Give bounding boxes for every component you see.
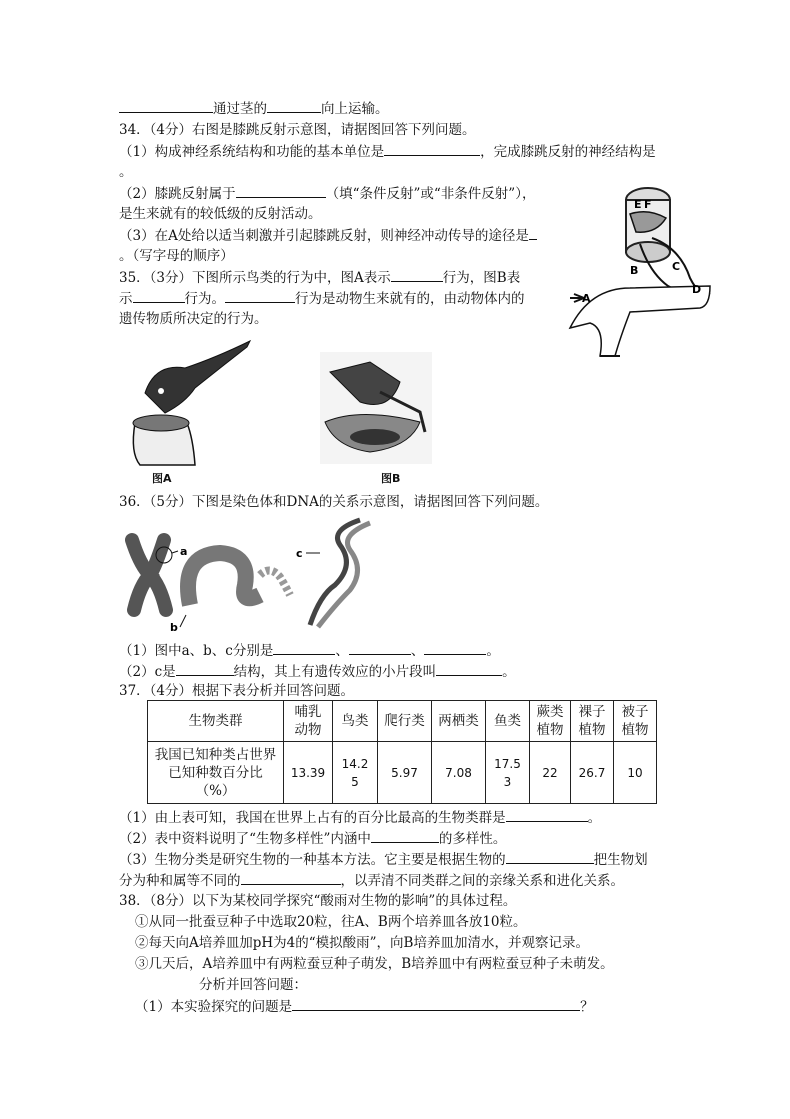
fig34-label-a: A	[582, 292, 591, 305]
q34-l3a-text: （3）在A处给以适当刺激并引起膝跳反射，则神经冲动传导的途径是	[119, 228, 529, 244]
q36-l1-end: 。	[486, 643, 500, 659]
fig35-caption-b: 图B	[381, 472, 401, 485]
q37-l1b-text: 。	[587, 810, 602, 826]
q37-l4b-text: ，以弄清不同类群之间的亲缘关系和进化关系。	[340, 873, 624, 889]
fig34-label-c: C	[672, 260, 681, 273]
q34-line-1	[119, 141, 656, 162]
q34-l2b-text: （填“条件反射”或“非条件反射”），	[325, 186, 536, 202]
q37-l4a-text: 分为种和属等不同的	[119, 873, 241, 889]
fig34-label-f: F	[644, 198, 652, 211]
q37-l1a-text: （1）由上表可知，我国在世界上占有的百分比最高的生物类群是	[119, 810, 506, 826]
table-cell: 10	[614, 742, 657, 804]
fig34-label-d: D	[692, 283, 702, 296]
q35-l1b-text: 行为，图B表	[442, 270, 521, 286]
q37-blank-3[interactable]	[506, 849, 594, 864]
q34-l1b-text: ，完成膝跳反射的神经结构是	[480, 144, 656, 160]
q34-l2a-text: （2）膝跳反射属于	[119, 186, 236, 202]
table-cell: 13.39	[284, 742, 333, 804]
fig34-label-b: B	[630, 264, 639, 277]
q34-l1-text: （1）构成神经系统结构和功能的基本单位是	[119, 144, 385, 160]
q36-l1a-text: （1）图中a、b、c分别是	[119, 643, 274, 659]
q34-blank-1[interactable]	[384, 141, 480, 156]
q38-step-1: ①从同一批蚕豆种子中选取20粒，往A、B两个培养皿各放10粒。	[135, 914, 527, 930]
q35-l2b-text: 行为。	[184, 291, 225, 307]
table-header-cell: 蕨类 植物	[530, 701, 571, 742]
q37-l2b-text: 的多样性。	[438, 831, 507, 847]
q35-blank-2[interactable]	[133, 288, 185, 303]
table-header-cell: 鸟类	[333, 701, 378, 742]
q34-title: 34．（4分）右图是膝跳反射示意图，请据图回答下列问题。	[119, 122, 476, 138]
q35-blank-3[interactable]	[225, 288, 295, 303]
q36-blank-3[interactable]	[424, 640, 486, 655]
q36-l2c-text: 。	[502, 664, 516, 680]
chromosome-dna-figure	[120, 515, 390, 635]
q38-q1b-text: ？	[580, 999, 594, 1015]
fig36-label-b: b	[170, 621, 178, 634]
q33-tail: 向上运输。	[321, 101, 389, 117]
table-row	[148, 742, 657, 804]
table-cell: 17.5 3	[486, 742, 530, 804]
q35-line-1	[119, 267, 520, 288]
q36-sep-1: 、	[335, 643, 349, 659]
q37-blank-2[interactable]	[371, 828, 439, 843]
table-header-row	[148, 701, 657, 742]
q36-blank-1[interactable]	[273, 640, 335, 655]
q36-l2a-text: （2）c是	[119, 664, 176, 680]
q34-line-1c: 。	[119, 164, 133, 180]
q36-line-2	[119, 661, 516, 682]
q36-l2b-text: 结构，其上有遗传效应的小片段叫	[233, 664, 437, 680]
q37-line-2	[119, 828, 506, 849]
table-header-cell: 被子 植物	[614, 701, 657, 742]
q37-line-4	[119, 870, 624, 891]
q35-blank-1[interactable]	[391, 267, 443, 282]
q33-blank-2[interactable]	[267, 98, 321, 113]
fig36-label-a: a	[180, 545, 188, 558]
q36-blank-2[interactable]	[349, 640, 411, 655]
table-cell: 7.08	[432, 742, 486, 804]
q34-blank-2[interactable]	[236, 183, 326, 198]
q37-l2a-text: （2）表中资料说明了“生物多样性”内涵中	[119, 831, 371, 847]
table-header-cell: 两栖类	[432, 701, 486, 742]
q33-text: 通过茎的	[213, 101, 267, 117]
q37-line-1	[119, 807, 601, 828]
q36-blank-5[interactable]	[436, 661, 502, 676]
q38-step-3: ③几天后，A培养皿中有两粒蚕豆种子萌发，B培养皿中有两粒蚕豆种子未萌发。	[135, 956, 614, 972]
q36-line-1	[119, 640, 500, 661]
q38-blank-1[interactable]	[292, 996, 580, 1011]
q33-blank-1[interactable]	[119, 98, 213, 113]
q37-title: 37．（4分）根据下表分析并回答问题。	[119, 683, 355, 699]
fig35-caption-a: 图A	[152, 472, 172, 485]
table-header-cell: 裸子 植物	[571, 701, 614, 742]
table-header-cell: 鱼类	[486, 701, 530, 742]
knee-reflex-figure	[560, 178, 720, 363]
q34-line-3	[119, 225, 537, 246]
table-row-label: 我国已知种类占世界 已知种数百分比 （%）	[148, 742, 284, 804]
table-cell: 22	[530, 742, 571, 804]
q35-l2a-text: 示	[119, 291, 133, 307]
bird-figure-b	[320, 352, 432, 464]
q35-line-3: 遗传物质所决定的行为。	[119, 311, 268, 327]
q33-line	[119, 98, 389, 119]
table-cell: 26.7	[571, 742, 614, 804]
q34-line-2c: 是生来就有的较低级的反射活动。	[119, 206, 322, 222]
bird-figure-a	[125, 333, 255, 466]
q36-sep-2: 、	[410, 643, 425, 659]
q37-blank-4[interactable]	[241, 870, 341, 885]
q35-l1a-text: 35．（3分）下图所示鸟类的行为中，图A表示	[119, 270, 391, 286]
table-header-cell: 哺乳 动物	[284, 701, 333, 742]
fig34-label-e: E	[634, 198, 642, 211]
q35-line-2	[119, 288, 525, 309]
table-header-cell: 生物类群	[148, 701, 284, 742]
q36-title: 36．（5分）下图是染色体和DNA的关系示意图，请据图回答下列问题。	[119, 494, 549, 510]
q37-l3b-text: 把生物划	[593, 852, 648, 868]
q37-blank-1[interactable]	[506, 807, 588, 822]
q37-l3a-text: （3）生物分类是研究生物的一种基本方法。它主要是根据生物的	[119, 852, 506, 868]
table-cell: 5.97	[378, 742, 432, 804]
q38-intro: 分析并回答问题：	[199, 977, 307, 993]
table-cell: 14.2 5	[333, 742, 378, 804]
q38-step-2: ②每天向A培养皿加pH为4的“模拟酸雨”，向B培养皿加清水，并观察记录。	[135, 935, 589, 951]
table-header-cell: 爬行类	[378, 701, 432, 742]
q38-q1	[135, 996, 594, 1017]
q34-blank-3[interactable]	[529, 225, 537, 240]
biodiversity-table	[147, 700, 657, 804]
q38-q1a-text: （1）本实验探究的问题是	[135, 999, 293, 1015]
q34-line-2	[119, 183, 535, 204]
q37-line-3	[119, 849, 648, 870]
fig36-label-c: c	[296, 547, 303, 560]
q34-line-3b: 。（写字母的顺序）	[119, 248, 234, 264]
q38-title: 38．（8分）以下为某校同学探究“酸雨对生物的影响”的具体过程。	[119, 893, 517, 909]
q35-l2c-text: 行为是动物生来就有的，由动物体内的	[295, 291, 525, 307]
q36-blank-4[interactable]	[176, 661, 234, 676]
